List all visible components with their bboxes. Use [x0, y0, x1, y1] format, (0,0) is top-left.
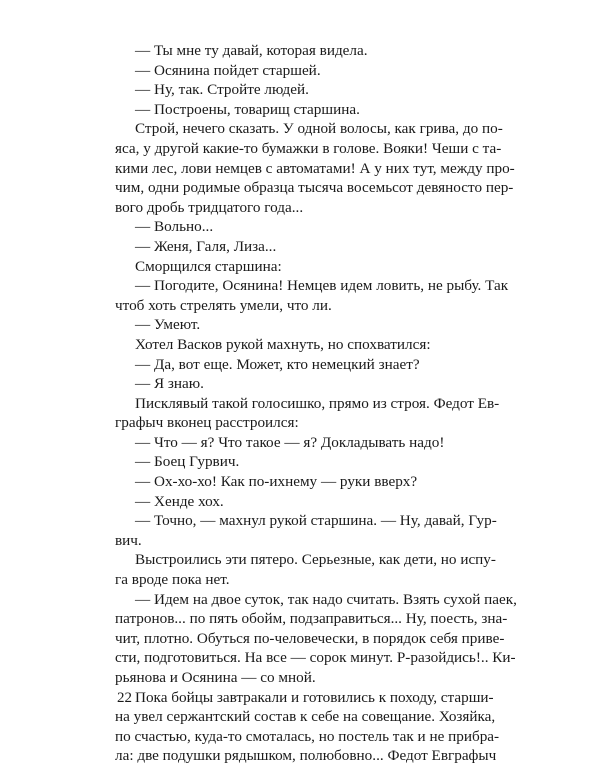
text-line: — Погодите, Осянина! Немцев идем ловить, не рыбу. Так [135, 277, 509, 295]
text-line: — Женя, Галя, Лиза... [135, 237, 277, 255]
text-line: Писклявый такой голосишко, прямо из строя. Федот Ев- [135, 394, 500, 412]
text-line: — Ну, так. Стройте людей. [135, 81, 309, 99]
text-line: чим, одни родимые образца тысяча восемьсот девяносто пер- [115, 179, 514, 197]
text-line: по счастью, куда-то смоталась, но постель так и не прибра- [115, 727, 500, 745]
text-line: яса, у другой какие-то бумажки в голове. Вояки! Чеши с та- [115, 139, 502, 157]
text-line: — Идем на двое суток, так надо считать. Взять сухой паек, [135, 590, 517, 608]
text-line: — Что — я? Что такое — я? Докладывать надо! [135, 433, 445, 451]
text-line: на увел сержантский состав к себе на совещание. Хозяйка, [115, 708, 496, 726]
text-line: Сморщился старшина: [135, 257, 282, 275]
text-line: кими лес, лови немцев с автоматами! А у них тут, между про- [115, 159, 515, 177]
text-line: ла: две подушки рядышком, полюбовно... Федот Евграфыч [115, 747, 497, 765]
text-line: графыч вконец расстроился: [115, 414, 299, 432]
text-line: вич. [115, 531, 142, 549]
text-line: Выстроились эти пятеро. Серьезные, как дети, но испу- [135, 551, 496, 569]
text-line: — Боец Гурвич. [135, 453, 240, 471]
text-line: — Ох-хо-хо! Как по-ихнему — руки вверх? [135, 473, 418, 491]
text-line: — Вольно... [135, 218, 214, 236]
text-line: — Да, вот еще. Может, кто немецкий знает? [135, 355, 420, 373]
text-line: вого дробь тридцатого года... [115, 198, 304, 216]
text-line: га вроде пока нет. [115, 571, 230, 589]
text-line: патронов... по пять обойм, подзаправиться... Ну, поесть, зна- [115, 610, 508, 628]
page-text [115, 41, 517, 766]
text-line: Хотел Васков рукой махнуть, но спохватился: [135, 335, 431, 353]
text-line: — Точно, — махнул рукой старшина. — Ну, давай, Гур- [135, 512, 497, 530]
text-line: чит, плотно. Обуться по-человечески, в порядок себя приве- [115, 629, 505, 647]
text-line: чтоб хоть стрелять умели, что ли. [115, 296, 332, 314]
text-line: Строй, нечего сказать. У одной волосы, как грива, до по- [135, 120, 503, 138]
text-line: — Построены, товарищ старшина. [135, 100, 360, 118]
text-line: — Хенде хох. [135, 492, 224, 510]
text-line: Пока бойцы завтракали и готовились к походу, старши- [135, 688, 494, 706]
text-line: — Ты мне ту давай, которая видела. [135, 42, 368, 59]
text-line: — Умеют. [135, 316, 201, 334]
text-line: — Я знаю. [135, 375, 204, 393]
page-number: 22 [117, 690, 132, 706]
text-line: рьянова и Осянина — со мной. [115, 669, 316, 686]
text-line: — Осянина пойдет старшей. [135, 61, 321, 79]
text-line: сти, подготовиться. На все — сорок минут. Р-разойдись!.. Ки- [115, 649, 516, 667]
